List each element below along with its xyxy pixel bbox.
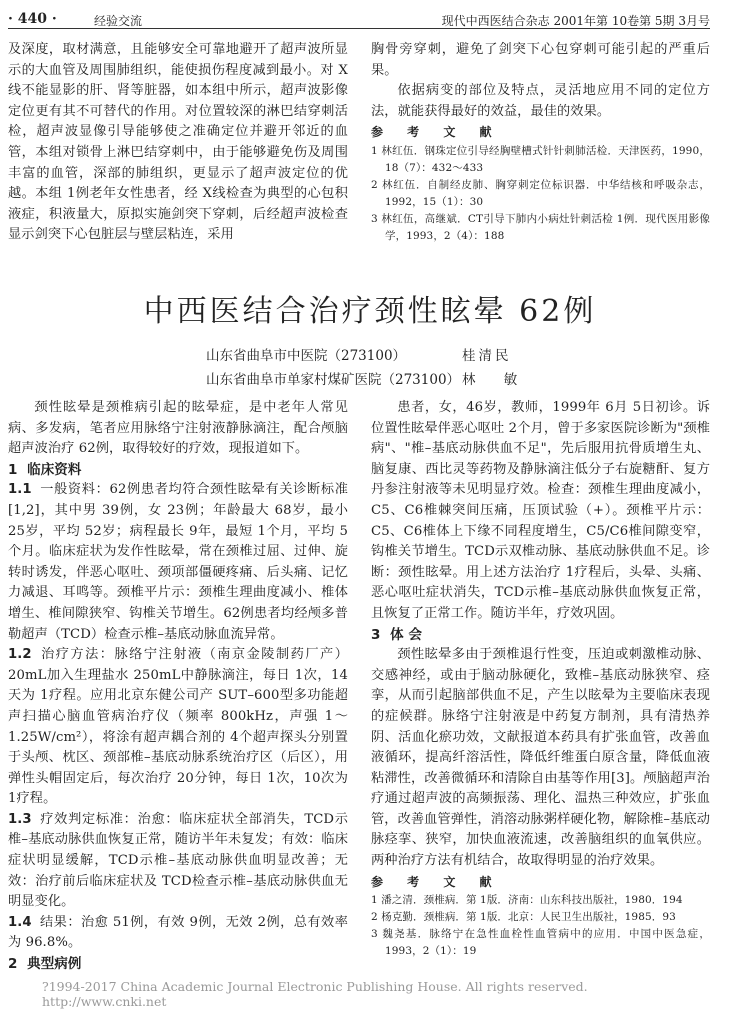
subsection-text: 治疗方法：脉络宁注射液（南京金陵制药厂产）20mL加入生理盐水 250mL中静脉滴注，每日 1次，14天为 1疗程。应用北京东健公司产 SUT–600型多功能超声扫描心脑血管病治疗仪（频率 800kHz，声强 1～1.25W/cm²），将涂有超声耦合剂的 4个超声探头分别置于头颅、枕区、颈部椎–基底动脉系统治疗区（后区），用弹性头帽固定后，每次治疗 20分钟，每日 1次，10次为 1疗程。	[8, 647, 348, 807]
section-label: 经验交流	[94, 14, 143, 28]
discussion-paragraph: 颈性眩晕多由于颈椎退行性变，压迫或刺激椎动脉、交感神经，或由于脑动脉硬化，致椎–基底动脉狭窄、痉挛，从而引起脑部供血不足，产生以眩晕为主要临床表现的症候群。脉络宁注射液是中药复方制剂，具有清热养阴、活血化瘀功效，文献报道本药具有扩张血管，改善血液循环，提高纤溶活性，降低纤维蛋白原含量，降低血液粘滞性，改善微循环和清除自由基等作用[3]。颅脑超声治疗通过超声波的高频振荡、理化、温热三种效应，扩张血管，改善血管弹性，消溶动脉粥样硬化物，解除椎–基底动脉痉挛、狭窄，加快血液流速，改善脑组织的血氧供应。两种治疗方法有机结合，故取得明显的治疗效果。	[371, 647, 710, 869]
subsection-text: 结果：治愈 51例，有效 9例，无效 2例，总有效率为 96.8%。	[8, 914, 348, 951]
affiliation-1: 山东省曲阜市中医院（273100）	[206, 348, 407, 364]
subsection-number: 1.4	[8, 914, 32, 930]
section-heading-1	[8, 460, 348, 481]
reference-item: 3 魏尧基．脉络宁在急性血栓性血管病中的应用．中国中医急症，1993，2（1）：19	[371, 928, 710, 958]
section-title: 典型病例	[27, 956, 82, 973]
references-heading: 参 考 文 献	[371, 874, 502, 889]
section-number: 2	[8, 956, 18, 973]
subsection-number: 1.1	[8, 482, 32, 498]
section-heading-3	[371, 625, 710, 646]
reference-item: 1 潘之清．颈椎病．第 1版．济南：山东科技出版社，1980．194	[371, 894, 683, 907]
section-title: 临床资料	[27, 461, 82, 478]
affiliation-2: 山东省曲阜市单家村煤矿医院（273100）	[206, 372, 461, 388]
subsection-number: 1.2	[8, 647, 32, 663]
journal-info: 现代中西医结合杂志 2001年第 10卷第 5期 3月号	[441, 14, 710, 28]
section-number: 3	[371, 626, 381, 643]
reference-item: 2 杨克勤．颈椎病．第 1版．北京：人民卫生出版社，1985．93	[371, 911, 676, 924]
subsection-1-1	[8, 480, 348, 645]
subsection-text: 疗效判定标准：治愈：临床症状全部消失，TCD示椎–基底动脉供血恢复正常，随访半年未复发；有效：临床症状明显缓解，TCD示椎–基底动脉供血明显改善；无效：治疗前后临床症状及 TCD检查示椎–基底动脉供血无明显变化。	[8, 811, 348, 910]
previous-article-paragraph: 及深度，取材满意，且能够安全可靠地避开了超声波所显示的大血管及周围肺组织，能使损伤程度减到最小。对 X线不能显影的肝、肾等脏器，如本组中所示，超声波影像定位更有其不可替代的作用。对位置较深的淋巴结穿刺活检，超声波显像引导能够使之准确定位并避开邻近的血管，本组对锁骨上淋巴结穿刺中，由于能够避免伤及周围丰富的血管，深部的肺组织，更显示了超声波定位的优越。本组 1例老年女性患者，经 X线检查为典型的心包积液症，积液量大，原拟实施剑突下穿刺，后经超声波检查显示剑突下心包脏层与壁层粘连，采用	[8, 42, 348, 243]
article-left-column	[8, 398, 348, 975]
section-number: 1	[8, 461, 18, 478]
references-heading-top: 参 考 文 献	[371, 125, 502, 140]
section-heading-2	[8, 954, 348, 975]
reference-item: 1 林红伍．钢珠定位引导经胸壁槽式针针刺肺活检．天津医药，1990，18（7）：432～433	[371, 144, 710, 174]
subsection-1-3	[8, 810, 348, 913]
reference-item: 3 林红伍，高继斌．CT引导下肺内小病灶针刺活检 1例．现代医用影像学，1993，2（4）：188	[371, 212, 710, 242]
previous-article-ending: 胸骨旁穿刺，避免了剑突下心包穿刺可能引起的严重后果。	[371, 42, 710, 78]
subsection-1-4	[8, 913, 348, 954]
case-report-paragraph: 患者，女，46岁，教师，1999年 6月 5日初诊。诉位置性眩晕伴恶心呕吐 2个月，曾于多家医院诊断为"颈椎病"、"椎–基底动脉供血不足"，先后服用抗骨质增生丸、脑复康、西比灵等药物及静脉滴注低分子右旋糖酐、复方丹参注射液等未见明显疗效。检查：颈椎生理曲度减小，C5、C6椎棘突间压痛，压顶试验（+）。颈椎平片示：C5、C6椎体上下缘不同程度增生，C5/C6椎间隙变窄，钩椎关节增生。TCD示双椎动脉、基底动脉供血不足。诊断：颈性眩晕。用上述方法治疗 1疗程后，头晕、头痛、恶心呕吐症状消失，TCD示椎–基底动脉供血恢复正常，且恢复了正常工作。随访半年，疗效巩固。	[371, 400, 710, 621]
subsection-number: 1.3	[8, 811, 32, 827]
section-title: 体 会	[390, 626, 423, 643]
author-2: 林 敏	[462, 372, 530, 388]
top-right-column	[371, 40, 710, 245]
subsection-1-2	[8, 645, 348, 810]
author-1: 桂清民	[462, 348, 512, 364]
copyright-watermark: ?1994-2017 China Academic Journal Electronic Publishing House. All rights reserved. http://www.cnki.net	[42, 979, 588, 1009]
intro-paragraph: 颈性眩晕是颈椎病引起的眩晕症，是中老年人常见病、多发病，笔者应用脉络宁注射液静脉滴注，配合颅脑超声波治疗 62例，取得较好的疗效，现报道如下。	[8, 400, 348, 457]
previous-article-conclusion: 依据病变的部位及特点，灵活地应用不同的定位方法，就能获得最好的效益，最佳的效果。	[371, 83, 710, 119]
article-right-column	[371, 398, 710, 960]
subsection-text: 一般资料：62例患者均符合颈性眩晕有关诊断标准[1,2]，其中男 39例，女 23例；年龄最大 68岁，最小 25岁，平均 52岁；病程最长 9年，最短 1个月，平均 5个月。临床症状为发作性眩晕，常在颈椎过屈、过伸、旋转时诱发，伴恶心呕吐、颈项部僵硬疼痛、后头痛、记忆力减退、耳鸣等。颈椎平片示：颈椎生理曲度减小、椎体增生、椎间隙狭窄、钩椎关节增生。62例患者均经颅多普勒超声（TCD）检查示椎–基底动脉血流异常。	[8, 482, 348, 642]
header-rule	[8, 28, 710, 29]
page-number: · 440 ·	[8, 11, 57, 27]
article-title: 中西医结合治疗颈性眩晕 62例	[143, 294, 597, 329]
reference-item: 2 林红伍．自制经皮肺、胸穿刺定位标识器．中华结核和呼吸杂志，1992，15（1）：30	[371, 178, 710, 208]
top-left-column	[8, 40, 348, 246]
